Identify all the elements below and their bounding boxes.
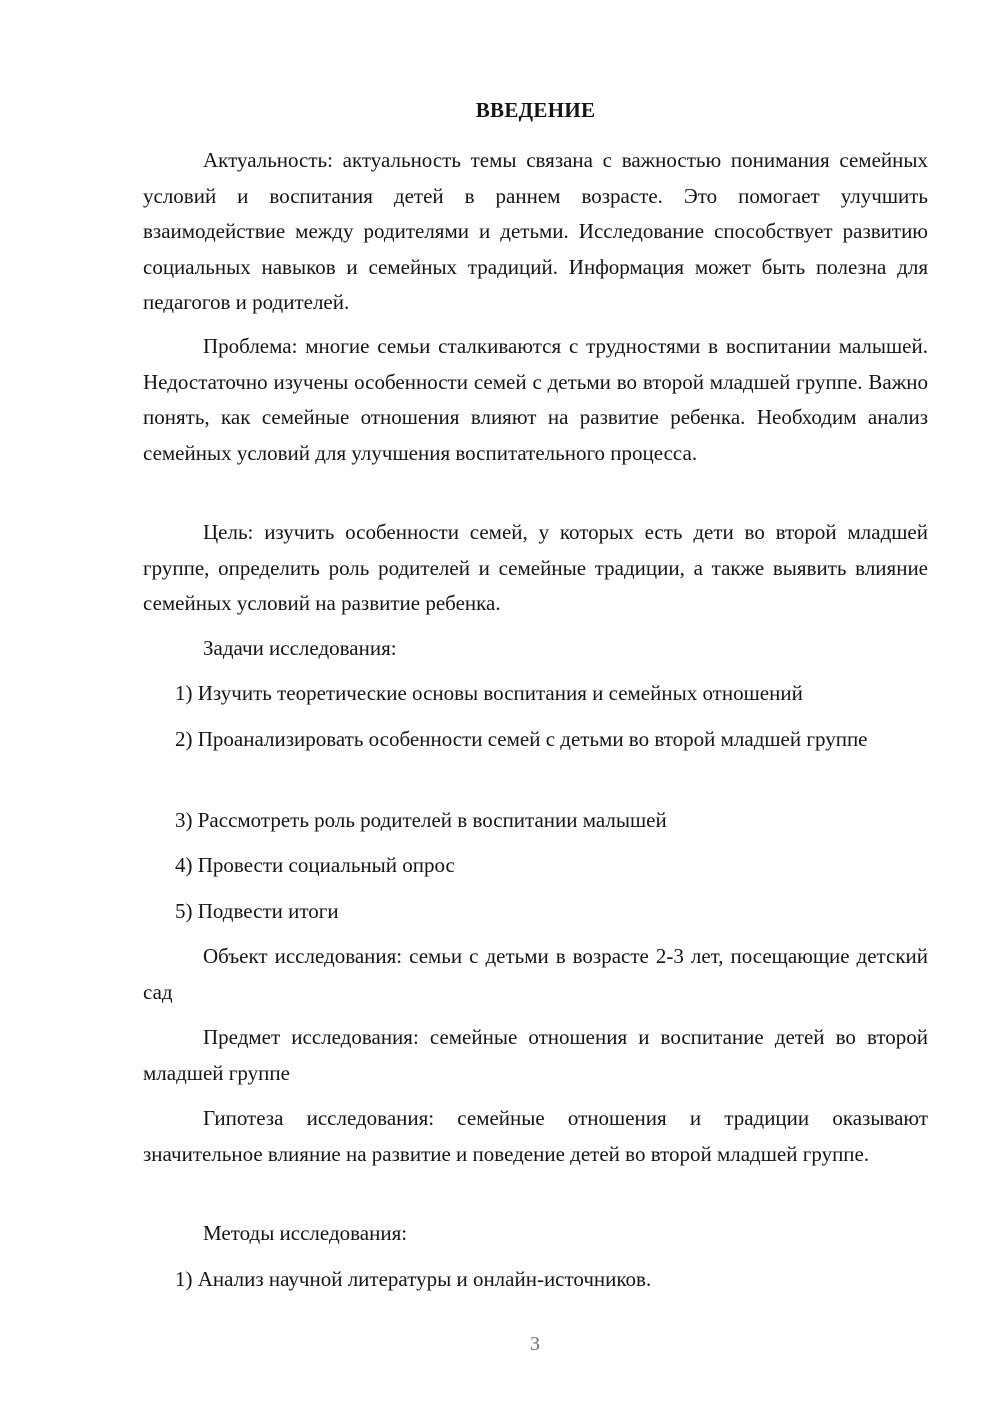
tasks-heading: Задачи исследования:: [203, 636, 397, 660]
task-item: 5) Подвести итоги: [175, 899, 339, 923]
methods-heading: Методы исследования:: [203, 1221, 408, 1245]
relevance-paragraph: Актуальность: актуальность темы связана с важностью понимания семейных условий и воспитания детей в раннем возрасте. Это помогает улучшить взаимодействие между родителями и детьми. Исследование способствует развитию социальных навыков и семейных традиций. Информация может быть полезна для педагогов и родителей.: [143, 148, 928, 314]
method-item: 1) Анализ научной литературы и онлайн-источников.: [175, 1267, 652, 1291]
object-paragraph: Объект исследования: семьи с детьми в возрасте 2-3 лет, посещающие детский сад: [143, 944, 928, 1004]
task-item: 2) Проанализировать особенности семей с детьми во второй младшей группе: [175, 727, 868, 751]
page-title: ВВЕДЕНИЕ: [475, 98, 596, 122]
task-item: 4) Провести социальный опрос: [175, 853, 455, 877]
subject-paragraph: Предмет исследования: семейные отношения и воспитание детей во второй младшей группе: [143, 1025, 928, 1085]
problem-paragraph: Проблема: многие семьи сталкиваются с трудностями в воспитании малышей. Недостаточно изучены особенности семей с детьми во второй младшей группе. Важно понять, как семейные отношения влияют на развитие ребенка. Необходим анализ семейных условий для улучшения воспитательного процесса.: [143, 334, 928, 465]
task-item: 3) Рассмотреть роль родителей в воспитании малышей: [175, 808, 667, 832]
task-item: 1) Изучить теоретические основы воспитания и семейных отношений: [175, 681, 803, 705]
hypothesis-paragraph: Гипотеза исследования: семейные отношения и традиции оказывают значительное влияние на развитие и поведение детей во второй младшей группе.: [143, 1106, 928, 1166]
page-number: 3: [530, 1333, 540, 1355]
goal-paragraph: Цель: изучить особенности семей, у которых есть дети во второй младшей группе, определить роль родителей и семейные традиции, а также выявить влияние семейных условий на развитие ребенка.: [143, 520, 928, 615]
